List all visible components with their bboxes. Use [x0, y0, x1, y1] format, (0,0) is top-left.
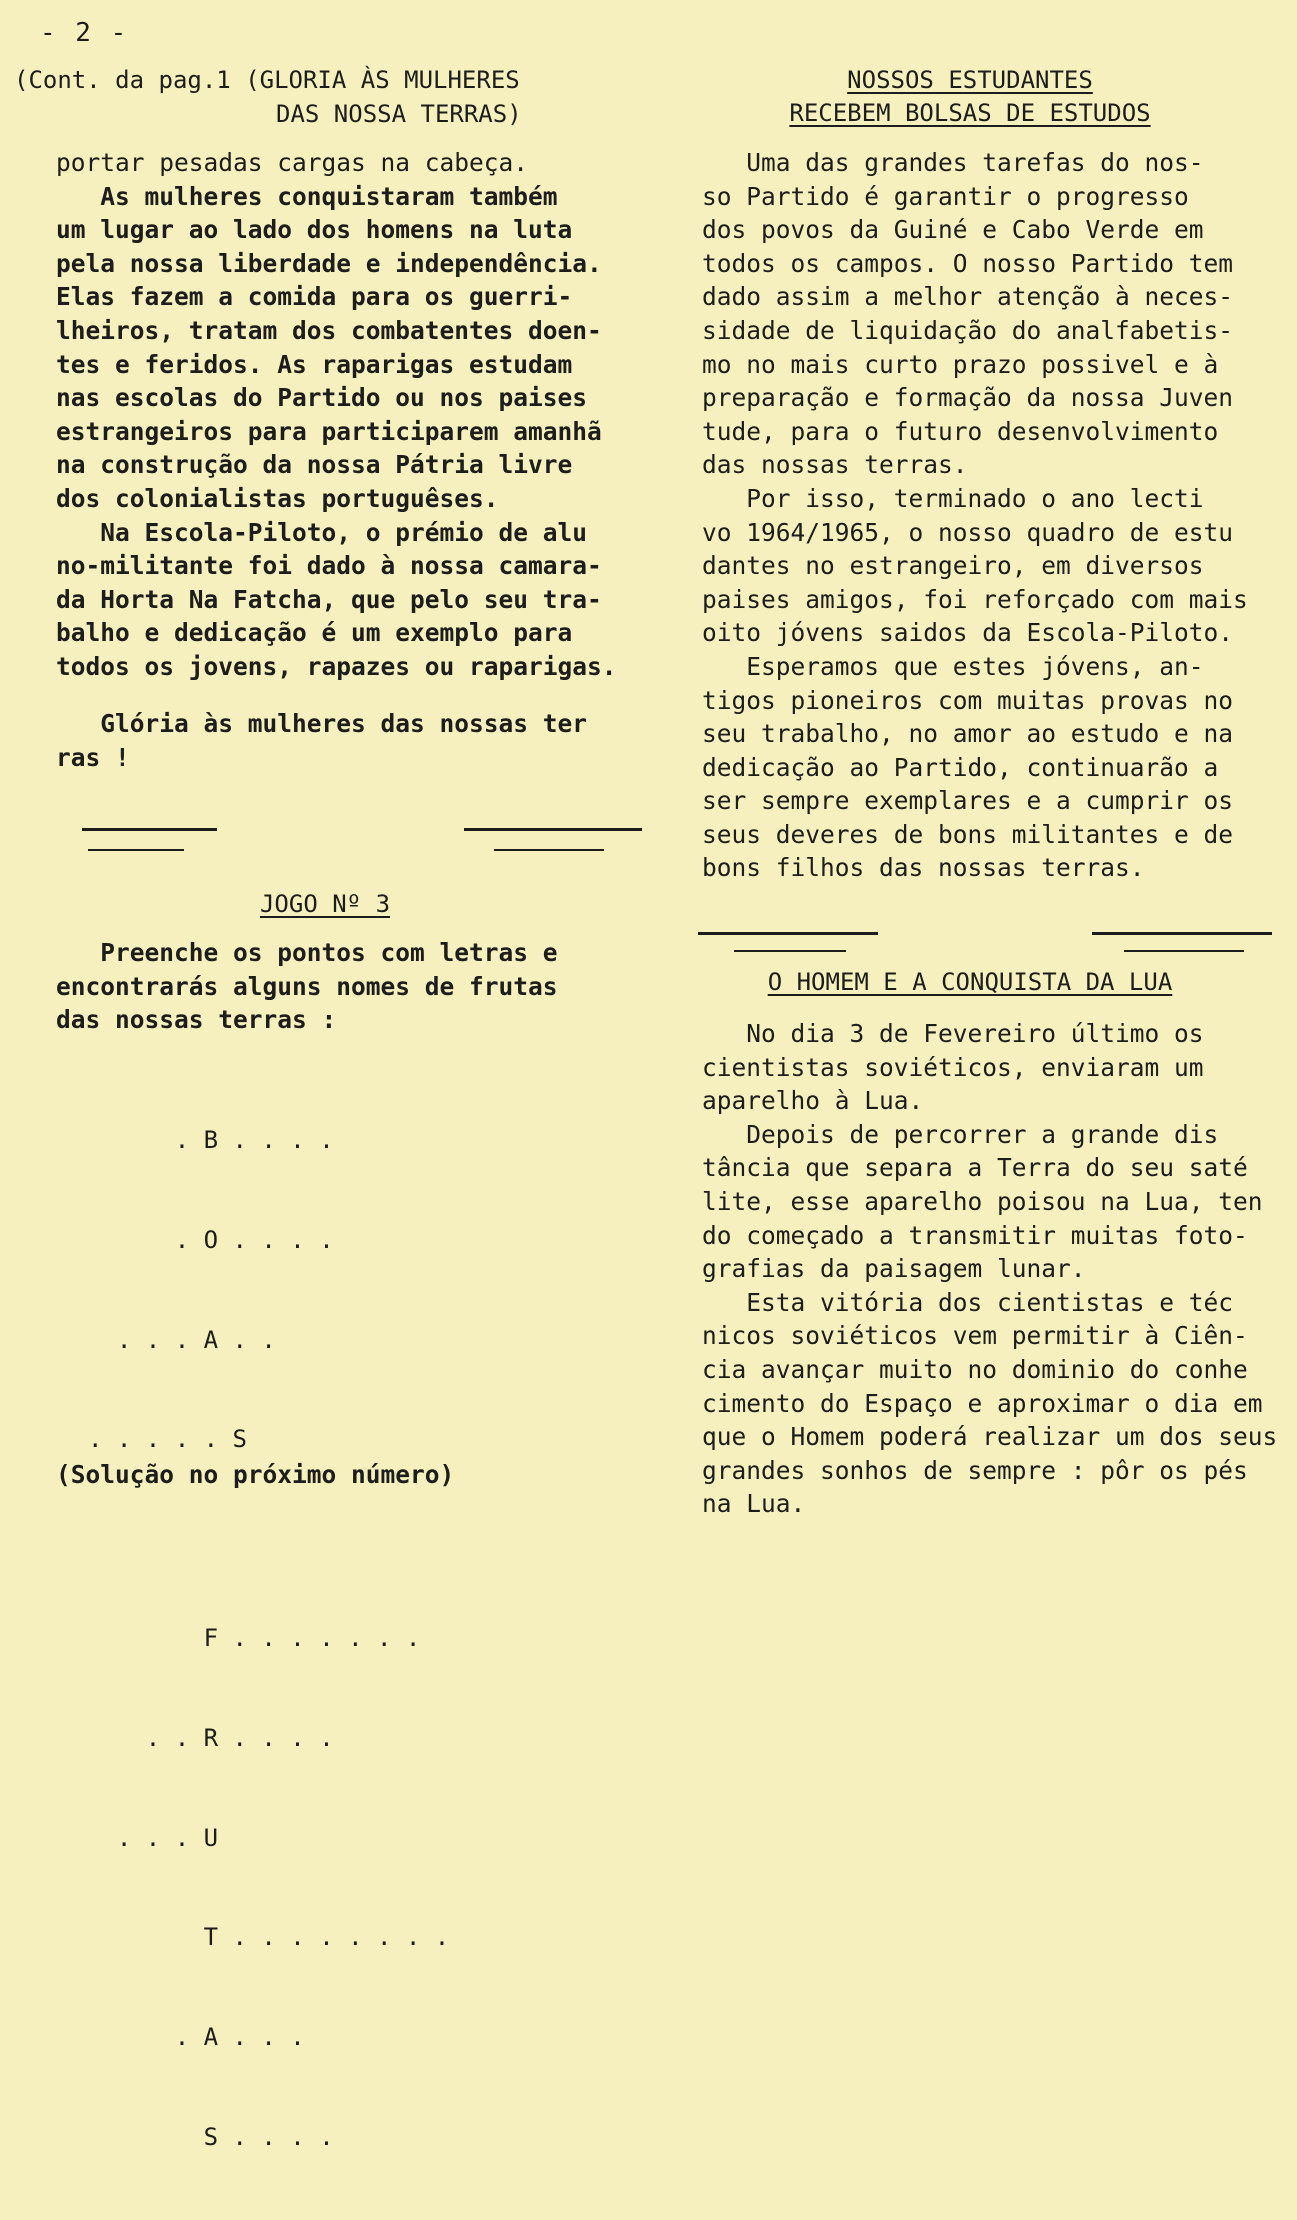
puzzle-row: . A . . .: [88, 2022, 305, 2051]
text-line: do começado a transmitir muitas foto-: [702, 1220, 1248, 1250]
moon-article-body: [702, 1017, 1292, 1521]
text-line: todos os jovens, rapazes ou raparigas.: [56, 651, 617, 681]
students-heading: NOSSOS ESTUDANTES RECEBEM BOLSAS DE ESTUDOS: [789, 66, 1151, 127]
continuation-note: (Cont. da pag.1 (GLORIA ÀS MULHERES: [14, 66, 520, 94]
text-line: tância que separa a Terra do seu saté: [702, 1153, 1248, 1183]
women-article-closing: [56, 707, 656, 774]
text-line: tude, para o futuro desenvolvimento: [702, 416, 1219, 446]
game-title: JOGO Nº 3: [259, 890, 391, 918]
puzzle-row: S . . . .: [88, 2122, 334, 2151]
text-line: no-militante foi dado à nossa camara-: [56, 551, 602, 581]
text-line: lite, esse aparelho poisou na Lua, ten: [702, 1186, 1263, 1216]
puzzle-row: F . . . . . . .: [88, 1624, 421, 1653]
text-line: um lugar ao lado dos homens na luta: [56, 215, 573, 245]
puzzle-row: . . R . . . .: [88, 1724, 334, 1753]
text-line: Esperamos que estes jóvens, an-: [702, 651, 1204, 681]
text-line: tigos pioneiros com muitas provas no: [702, 685, 1234, 715]
text-line: dado assim a melhor atenção à neces-: [702, 282, 1234, 312]
text-line: Elas fazem a comida para os guerri-: [56, 282, 573, 312]
text-line: tes e feridos. As raparigas estudam: [56, 349, 573, 379]
game-intro: [56, 936, 656, 1037]
separator-rule: [82, 828, 217, 831]
text-line: pela nossa liberdade e independência.: [56, 248, 602, 278]
text-line: nas escolas do Partido ou nos paises: [56, 383, 588, 413]
solution-note: (Solução no próximo número): [56, 1460, 455, 1489]
text-line: Glória às mulheres das nossas ter: [56, 709, 588, 738]
text-line: No dia 3 de Fevereiro último os: [702, 1019, 1204, 1048]
text-line: encontrarás alguns nomes de frutas: [56, 971, 558, 1001]
text-line: da Horta Na Fatcha, que pelo seu tra-: [56, 584, 602, 614]
text-line: oito jóvens saidos da Escola-Piloto.: [702, 618, 1234, 648]
separator-rule: [1092, 932, 1272, 935]
text-line: ras !: [56, 742, 130, 772]
puzzle-row: . . . A . .: [88, 1325, 276, 1354]
text-line: bons filhos das nossas terras.: [702, 853, 1145, 883]
text-line: das nossas terras.: [702, 450, 968, 480]
text-line: dos colonialistas portuguêses.: [56, 483, 499, 513]
separator-rule: [698, 932, 878, 935]
text-line: seus deveres de bons militantes e de: [702, 819, 1234, 849]
text-line: vo 1964/1965, o nosso quadro de estu: [702, 517, 1234, 547]
text-line: paises amigos, foi reforçado com mais: [702, 584, 1248, 614]
text-line: lheiros, tratam dos combatentes doen-: [56, 315, 602, 345]
separator-rule: [88, 849, 184, 851]
text-line: grafias da paisagem lunar.: [702, 1254, 1086, 1284]
text-line: cientistas soviéticos, enviaram um: [702, 1052, 1204, 1082]
students-article-body: [702, 146, 1292, 885]
text-line: Uma das grandes tarefas do nos-: [702, 148, 1204, 177]
fruit-puzzle-grid: [88, 1058, 449, 2220]
text-line: grandes sonhos de sempre : pôr os pés: [702, 1455, 1248, 1485]
text-line: todos os campos. O nosso Partido tem: [702, 248, 1234, 278]
text-line: cimento do Espaço e aproximar o dia em: [702, 1388, 1263, 1418]
text-line: Na Escola-Piloto, o prémio de alu: [56, 517, 588, 547]
separator-rule: [1124, 950, 1244, 952]
text-line: cia avançar muito no dominio do conhe: [702, 1354, 1248, 1384]
text-line: Por isso, terminado o ano lecti: [702, 483, 1204, 513]
text-line: balho e dedicação é um exemplo para: [56, 618, 573, 648]
text-line: na construção da nossa Pátria livre: [56, 450, 573, 480]
moon-heading: O HOMEM E A CONQUISTA DA LUA: [767, 968, 1173, 996]
text-line: das nossas terras :: [56, 1005, 337, 1035]
text-line: estrangeiros para participarem amanhã: [56, 416, 602, 446]
puzzle-row: . . . U: [88, 1823, 219, 1852]
women-article-body: [56, 146, 656, 684]
text-line: so Partido é garantir o progresso: [702, 181, 1189, 211]
text-line: Depois de percorrer a grande dis: [702, 1119, 1219, 1149]
text-line: aparelho à Lua.: [702, 1086, 924, 1116]
puzzle-row: . B . . . .: [88, 1126, 334, 1155]
text-line: preparação e formação da nossa Juven: [702, 383, 1234, 413]
page-number: - 2 -: [40, 18, 129, 48]
text-line: Preenche os pontos com letras e: [56, 938, 558, 967]
text-line: dantes no estrangeiro, em diversos: [702, 551, 1204, 581]
text-line: na Lua.: [702, 1489, 806, 1519]
text-line: nicos soviéticos vem permitir à Ciên-: [702, 1321, 1248, 1351]
text-line: dedicação ao Partido, continuarão a: [702, 752, 1219, 782]
separator-rule: [734, 950, 846, 952]
text-line: sidade de liquidação do analfabetis-: [702, 315, 1234, 345]
puzzle-row: . O . . . .: [88, 1226, 334, 1255]
text-line: mo no mais curto prazo possivel e à: [702, 349, 1219, 379]
puzzle-row: . . . . . S: [88, 1425, 247, 1454]
text-line: que o Homem poderá realizar um dos seus: [702, 1422, 1278, 1452]
text-line: seu trabalho, no amor ao estudo e na: [702, 719, 1234, 749]
puzzle-row: [88, 1523, 449, 1556]
separator-rule: [494, 849, 604, 851]
text-line: ser sempre exemplares e a cumprir os: [702, 786, 1234, 816]
text-line: As mulheres conquistaram também: [56, 181, 558, 211]
text-line: dos povos da Guiné e Cabo Verde em: [702, 215, 1204, 245]
text-line: portar pesadas cargas na cabeça.: [56, 148, 529, 177]
text-line: Esta vitória dos cientistas e téc: [702, 1287, 1234, 1317]
separator-rule: [464, 828, 642, 831]
puzzle-row: T . . . . . . . .: [88, 1923, 450, 1952]
continuation-note-title: DAS NOSSA TERRAS): [276, 100, 522, 128]
